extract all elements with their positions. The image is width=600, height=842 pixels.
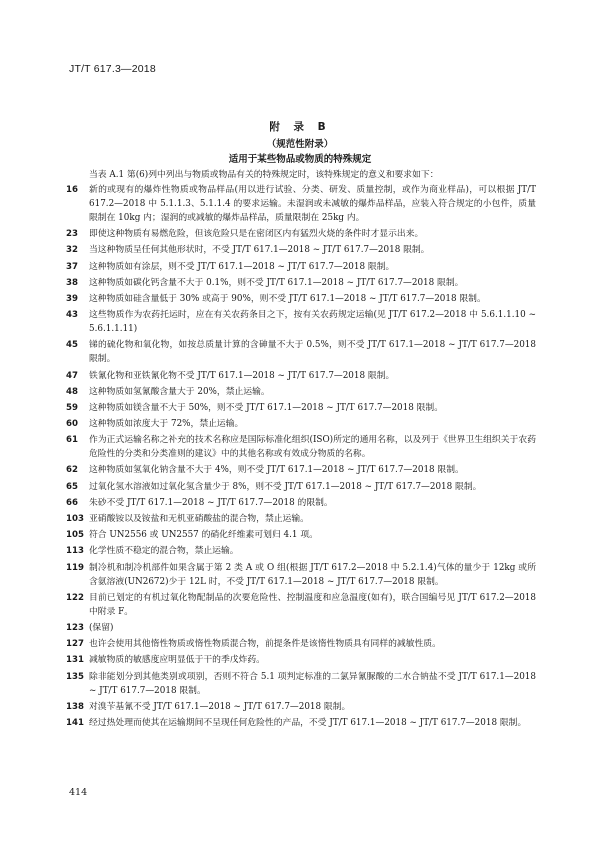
provision-text: 这种物质如硅含量低于 30% 或高于 90%，则不受 JT/T 617.1—2018 ~ JT/T 617.7—2018 限制。: [89, 293, 486, 304]
provision-item: [66, 417, 536, 431]
provision-item: [66, 433, 536, 461]
provision-number: 37: [66, 261, 78, 272]
provision-item: [66, 227, 536, 241]
provision-text: 也许会使用其他惰性物质或惰性物质混合物，前提条件是该惰性物质具有同样的减敏性质。: [89, 639, 441, 650]
provision-text: 符合 UN2556 或 UN2557 的硝化纤维素可划归 4.1 项。: [89, 530, 318, 541]
provision-number: 127: [66, 639, 84, 650]
provision-text: 这种物质如浓度大于 72%，禁止运输。: [89, 419, 244, 430]
provision-item: [66, 621, 536, 635]
provision-item: [66, 385, 536, 399]
provision-number: 38: [66, 277, 78, 288]
provision-text: 这种物质如氢氧化钠含量不大于 4%，则不受 JT/T 617.1—2018 ~ JT/T 617.7—2018 限制。: [89, 465, 464, 476]
provision-text: 过氧化氢水溶液如过氧化氢含量少于 8%，则不受 JT/T 617.1—2018 ~ JT/T 617.7—2018 限制。: [89, 481, 482, 492]
provision-item: [66, 480, 536, 494]
provision-item: [66, 561, 536, 589]
provision-text: 这种物质如氢氰酸含量大于 20%，禁止运输。: [89, 386, 270, 397]
provision-number: 48: [66, 386, 78, 397]
document-header: JT/T 617.3—2018: [69, 63, 156, 75]
provision-text: 制冷机和制冷机部件如果含属于第 2 类 A 或 O 组(根据 JT/T 617.2—2018 中 5.2.1.4)气体的量少于 12kg 或所含氨溶液(UN2672)少于 12L 时，不受 JT/T 617.1—2018 ~ JT/T 617.7—2018 限制。: [89, 562, 536, 587]
provision-text: 即使这种物质有易燃危险，但该危险只是在密闭区内有猛烈火烧的条件时才显示出来。: [89, 229, 424, 240]
page-number: 414: [69, 787, 88, 798]
provision-text: 铁氰化物和亚铁氰化物不受 JT/T 617.1—2018 ~ JT/T 617.7—2018 限制。: [89, 370, 395, 381]
provision-number: 123: [66, 622, 84, 633]
intro-paragraph: 当表 A.1 第(6)列中列出与物质或物品有关的特殊规定时，该特殊规定的意义和要求如下：: [89, 170, 439, 180]
provisions-list: [66, 183, 536, 732]
provision-item: [66, 292, 536, 306]
provision-item: [66, 528, 536, 542]
provision-text: 这种物质如镁含量不大于 50%，则不受 JT/T 617.1—2018 ~ JT/T 617.7—2018 限制。: [89, 402, 444, 413]
provision-number: 32: [66, 245, 78, 256]
provision-number: 119: [66, 562, 84, 573]
provision-number: 60: [66, 419, 78, 430]
provision-number: 47: [66, 370, 78, 381]
provision-number: 138: [66, 701, 84, 712]
provision-text: 对溴苄基氰不受 JT/T 617.1—2018 ~ JT/T 617.7—2018 限制。: [89, 701, 351, 712]
provision-item: [66, 183, 536, 225]
provision-text: 除非能划分到其他类别或项别，否则不符合 5.1 项判定标准的二氯异氰脲酸的二水合钠盐不受 JT/T 617.1—2018 ~ JT/T 617.7—2018 限制。: [89, 671, 536, 696]
provision-number: 105: [66, 530, 84, 541]
provision-number: 66: [66, 497, 78, 508]
provision-item: [66, 637, 536, 651]
provision-number: 61: [66, 435, 78, 446]
appendix-subtitle: 适用于某些物品或物质的特殊规定: [228, 154, 372, 165]
provision-number: 43: [66, 310, 78, 321]
provision-item: [66, 260, 536, 274]
provision-number: 62: [66, 465, 78, 476]
provision-item: [66, 401, 536, 415]
provision-number: 59: [66, 402, 78, 413]
provision-text: (保留): [89, 622, 114, 633]
provision-number: 122: [66, 592, 84, 603]
provision-number: 113: [66, 546, 84, 557]
provision-item: [66, 544, 536, 558]
provision-text: 亚硝酸铵以及铵盐和无机亚硝酸盐的混合物，禁止运输。: [89, 514, 309, 524]
provision-item: [66, 591, 536, 619]
provision-text: 朱砂不受 JT/T 617.1—2018 ~ JT/T 617.7—2018 的限制。: [89, 497, 333, 508]
provision-item: [66, 276, 536, 290]
provision-number: 65: [66, 481, 78, 492]
provision-number: 141: [66, 717, 84, 728]
provision-text: 这种物质如有涂层，则不受 JT/T 617.1—2018 ~ JT/T 617.7—2018 限制。: [89, 261, 395, 272]
provision-text: 这些物质作为农药托运时，应在有关农药条目之下，按有关农药规定运输(见 JT/T 617.2—2018 中 5.6.1.1.10 ~ 5.6.1.1.11): [89, 310, 536, 335]
provision-text: 当这种物质呈任何其他形状时，不受 JT/T 617.1—2018 ~ JT/T 617.7—2018 限制。: [89, 245, 430, 256]
provision-item: [66, 369, 536, 383]
provision-text: 化学性质不稳定的混合物，禁止运输。: [89, 546, 239, 557]
provision-item: [66, 716, 536, 730]
appendix-kind: （规范性附录）: [266, 139, 334, 150]
provision-item: [66, 653, 536, 667]
provision-item: [66, 670, 536, 698]
provision-text: 新的或现有的爆炸性物质或物品样品(用以进行试验、分类、研发、质量控制，或作为商业样品)，可以根据 JT/T 617.2—2018 中 5.1.1.3、5.1.1.4 的要求运输。未湿润或未减敏的爆炸品样品，应装入符合规定的小包件，质量限制在 10kg 内；湿润的或减敏的爆炸品样品，质量限制在 25kg 内。: [89, 185, 536, 223]
provision-item: [66, 338, 536, 366]
provision-text: 减敏物质的敏感度应明显低于干的季戊炸药。: [89, 655, 265, 666]
provision-text: 经过热处理而使其在运输期间不呈现任何危险性的产品，不受 JT/T 617.1—2018 ~ JT/T 617.7—2018 限制。: [89, 717, 527, 728]
appendix-title: 附 录 B: [269, 121, 331, 133]
provision-number: 103: [66, 514, 84, 524]
provision-number: 135: [66, 671, 84, 682]
provision-item: [66, 243, 536, 257]
provision-item: [66, 496, 536, 510]
provision-number: 16: [66, 185, 78, 195]
provision-number: 131: [66, 655, 84, 666]
provision-number: 45: [66, 340, 78, 351]
provision-item: [66, 308, 536, 336]
provision-text: 这种物质如碳化钙含量不大于 0.1%，则不受 JT/T 617.1—2018 ~ JT/T 617.7—2018 限制。: [89, 277, 464, 288]
provision-text: 锑的硫化物和氧化物，如按总质量计算的含砷量不大于 0.5%，则不受 JT/T 617.1—2018 ~ JT/T 617.7—2018 限制。: [89, 340, 536, 365]
provision-item: [66, 463, 536, 477]
provision-item: [66, 700, 536, 714]
provision-number: 23: [66, 229, 78, 240]
provision-item: [66, 512, 536, 526]
provision-number: 39: [66, 293, 78, 304]
provision-text: 作为正式运输名称之补充的技术名称应是国际标准化组织(ISO)所定的通用名称，以及列于《世界卫生组织关于农药危险性的分类和分类准则的建议》中的其他名称或有效成分物质的名称。: [89, 435, 536, 460]
provision-text: 目前已划定的有机过氧化物配制品的次要危险性、控制温度和应急温度(如有)，联合国编号见 JT/T 617.2—2018 中附录 F。: [89, 592, 536, 617]
